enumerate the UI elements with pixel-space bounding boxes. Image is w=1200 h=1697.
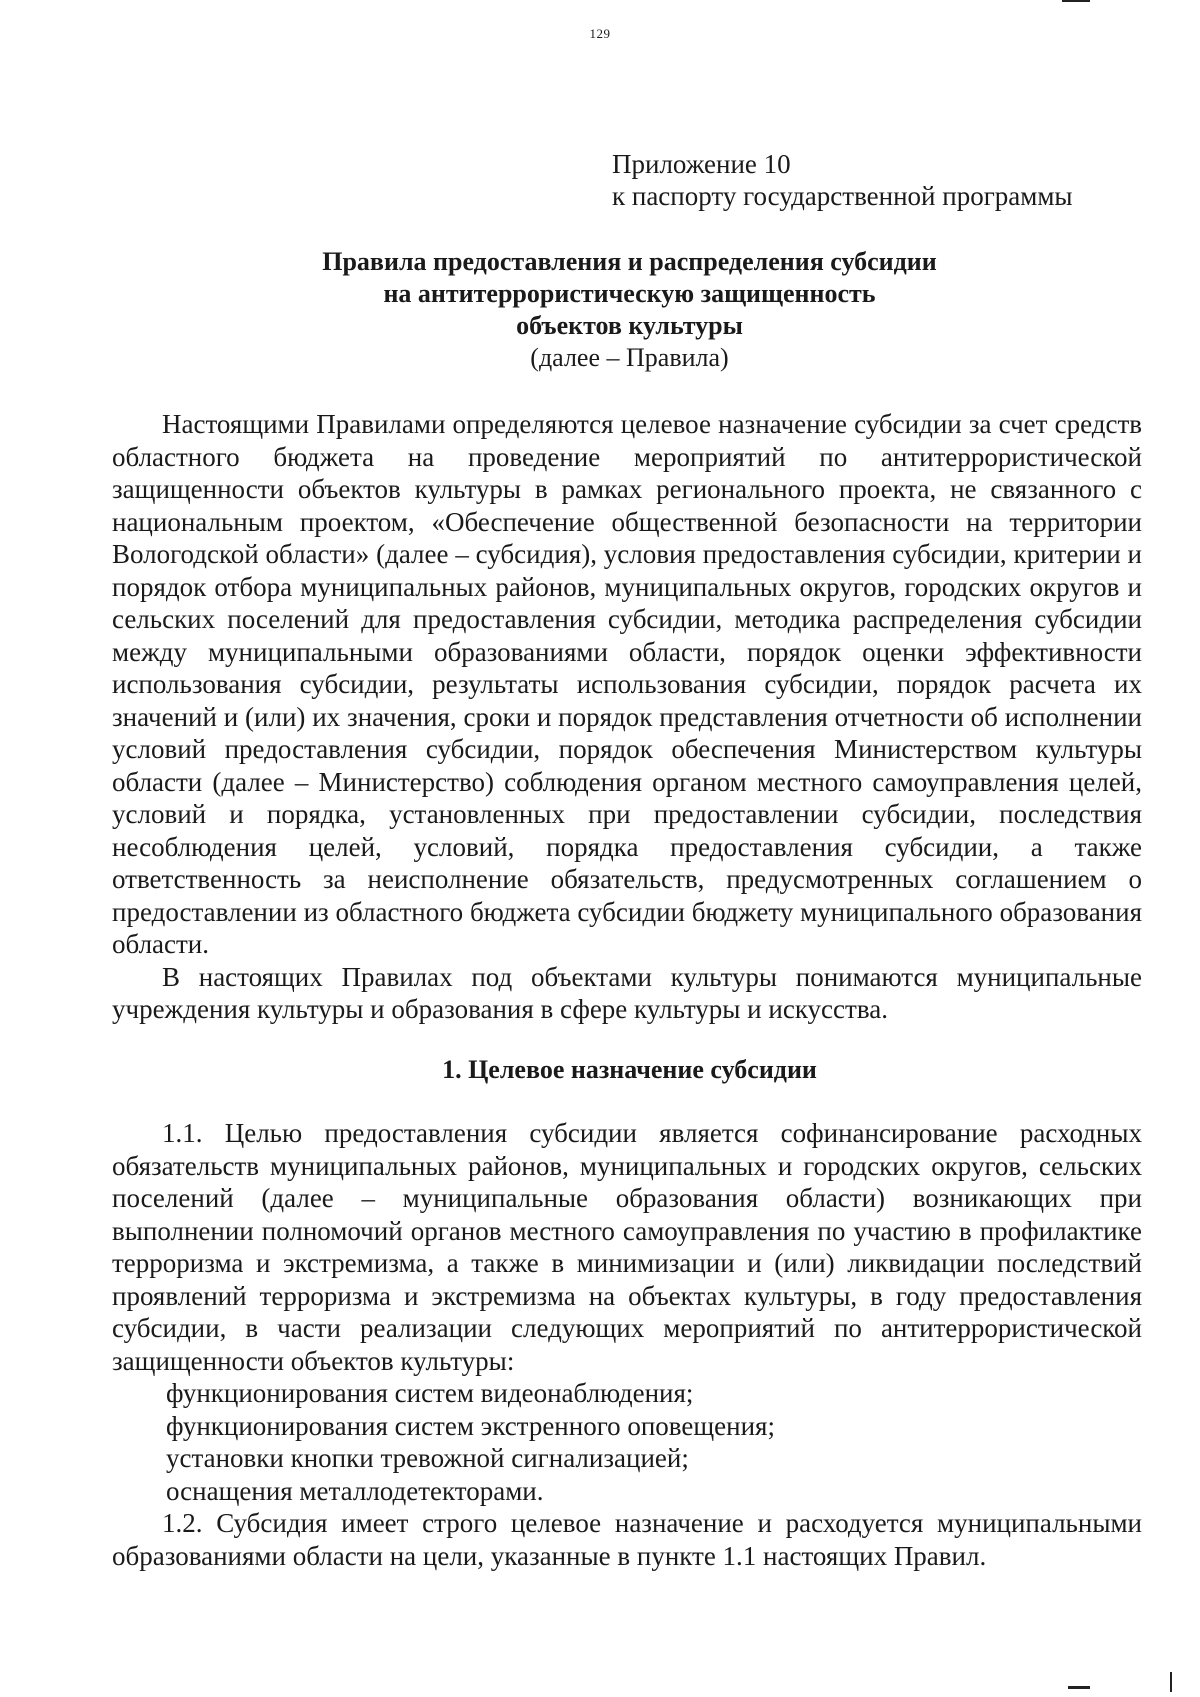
- scan-mark-bottom: [1068, 1686, 1090, 1689]
- intro-paragraph-1: Настоящими Правилами определяются целевое назначение субсидии за счет средств областного бюджета на проведение мероприятий по антитеррористической защищенности объектов культуры в рамках регионального проекта, не связанного с национальным проектом, «Обеспечение общественной безопасности на территории Вологодской области» (далее – субсидия), условия предоставления субсидии, критерии и порядок отбора муниципальных районов, муниципальных округов, городских округов и сельских поселений для предоставления субсидии, методика распределения субсидии между муниципальными образованиями области, порядок оценки эффективности использования субсидии, результаты использования субсидии, порядок расчета их значений и (или) их значения, сроки и порядок представления отчетности об исполнении условий предоставления субсидии, порядок обеспечения Министерством культуры области (далее – Министерство) соблюдения органом местного самоуправления целей, условий и порядка, установленных при предоставлении субсидии, последствия несоблюдения целей, условий, порядка предоставления субсидии, а также ответственность за неисполнение обязательств, предусмотренных соглашением о предоставлении из областного бюджета субсидии бюджету муниципального образования области.: [112, 409, 1142, 959]
- paragraph-1-1: 1.1. Целью предоставления субсидии является софинансирование расходных обязательств муниципальных районов, муниципальных и городских округов, сельских поселений (далее – муниципальные образования области) возникающих при выполнении полномочий органов местного самоуправления по участию в профилактике терроризма и экстремизма, а также в минимизации и (или) ликвидации последствий проявлений терроризма и экстремизма на объектах культуры, в году предоставления субсидии, в части реализации следующих мероприятий по антитеррористической защищенности объектов культуры:: [112, 1118, 1142, 1376]
- section-1-heading: 1. Целевое назначение субсидии: [442, 1055, 817, 1084]
- title-line-1: Правила предоставления и распределения субсидии: [322, 247, 937, 276]
- list-item: оснащения металлодетекторами.: [166, 1475, 544, 1506]
- intro-paragraph-2: В настоящих Правилах под объектами культуры понимаются муниципальные учреждения культуры и образования в сфере культуры и искусства.: [112, 961, 1142, 1024]
- page-number: 129: [589, 26, 611, 41]
- title-line-4: (далее – Правила): [530, 343, 729, 372]
- appendix-line-1: Приложение 10: [612, 149, 791, 179]
- list-item: функционирования систем экстренного оповещения;: [166, 1410, 775, 1441]
- intro-section: [112, 408, 1142, 1026]
- title-line-2: на антитеррористическую защищенность: [383, 279, 876, 308]
- paragraph-1-2: 1.2. Субсидия имеет строго целевое назначение и расходуется муниципальными образованиями области на цели, указанные в пункте 1.1 настоящих Правил.: [112, 1508, 1142, 1571]
- appendix-line-2: к паспорту государственной программы: [612, 181, 1073, 211]
- appendix-note: [612, 148, 1073, 212]
- list-item: функционирования систем видеонаблюдения;: [166, 1378, 694, 1408]
- document-title: [112, 246, 1147, 374]
- title-line-3: объектов культуры: [516, 311, 743, 340]
- section-1-body: [112, 1117, 1142, 1572]
- scan-mark-top: [1062, 0, 1090, 2]
- scan-mark-edge: [1170, 1672, 1172, 1692]
- list-item: установки кнопки тревожной сигнализацией;: [166, 1443, 689, 1473]
